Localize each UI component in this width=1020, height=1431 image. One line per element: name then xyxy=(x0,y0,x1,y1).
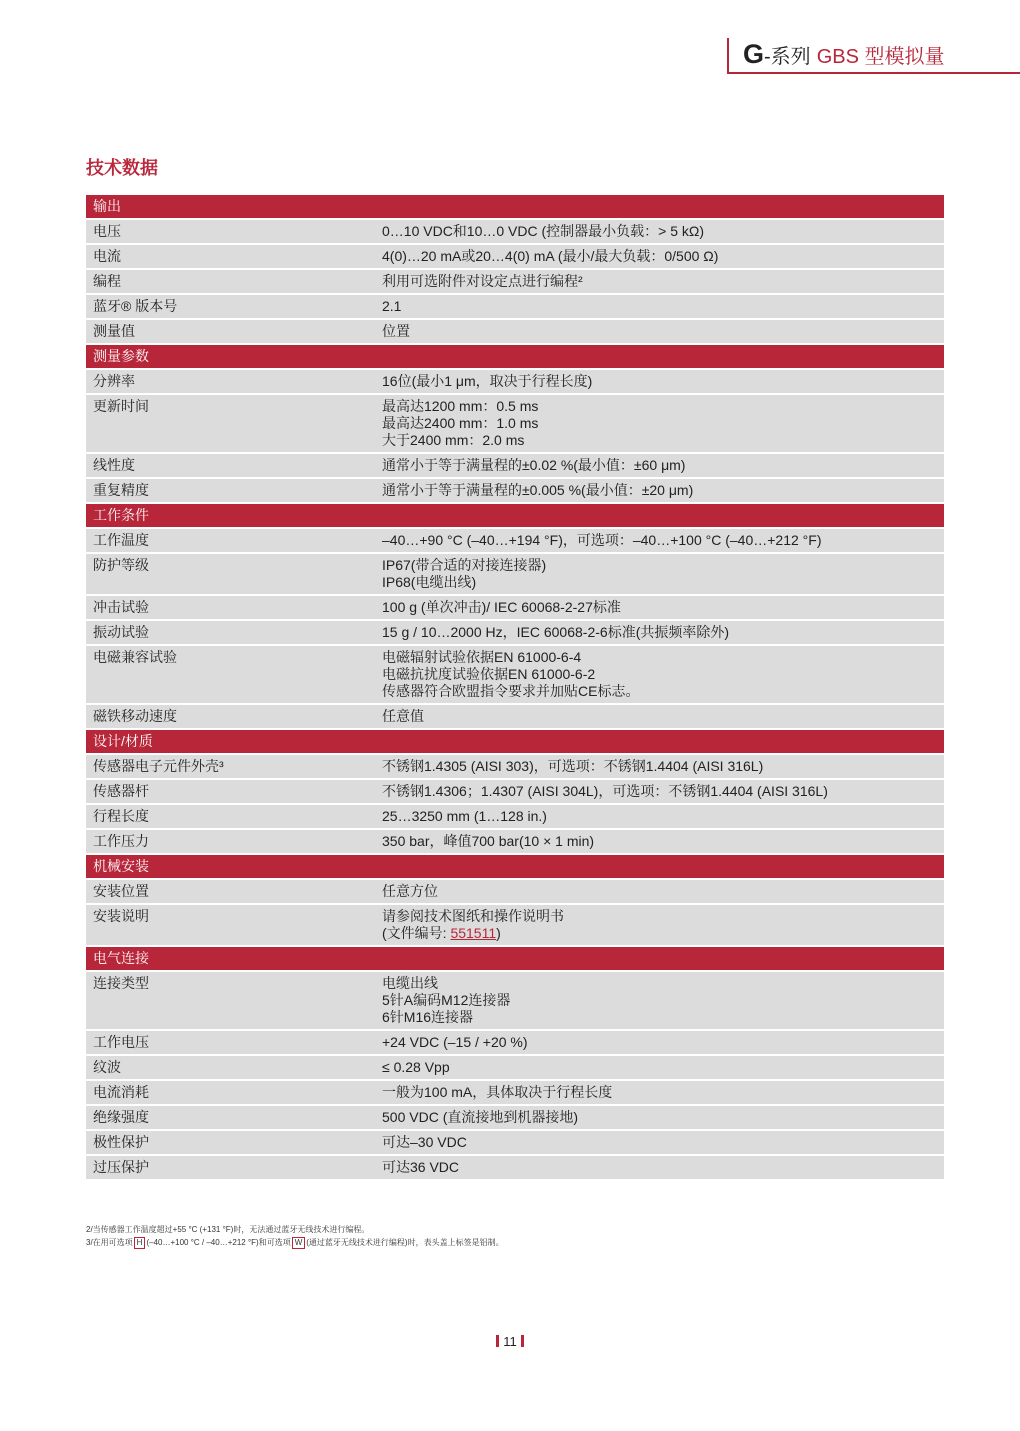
spec-value-line: 通常小于等于满量程的±0.005 %(最小值：±20 μm) xyxy=(382,482,694,498)
spec-value-line: 100 g (单次冲击)/ IEC 60068-2-27标准 xyxy=(382,599,621,615)
footnote-2: 2/当传感器工作温度超过+55 °C (+131 °F)时，无法通过蓝牙无线技术进行编程。 xyxy=(86,1225,370,1234)
spec-row xyxy=(86,1031,944,1054)
spec-value xyxy=(382,705,944,728)
section-header: 电气连接 xyxy=(86,947,944,970)
series-label: -系列 xyxy=(764,46,811,68)
spec-value xyxy=(382,270,944,293)
spec-row xyxy=(86,320,944,343)
spec-value xyxy=(382,395,944,452)
spec-label: 磁铁移动速度 xyxy=(93,708,177,724)
spec-row xyxy=(86,395,944,452)
spec-row xyxy=(86,805,944,828)
spec-value xyxy=(382,1056,944,1079)
spec-row xyxy=(86,529,944,552)
spec-value-line: 电缆出线 xyxy=(382,975,438,991)
spec-value-line: 16位(最小1 μm，取决于行程长度) xyxy=(382,373,593,389)
spec-row xyxy=(86,1056,944,1079)
spec-value-line: 最高达2400 mm：1.0 ms xyxy=(382,415,539,431)
option-w-box: W xyxy=(292,1237,306,1249)
spec-label: 编程 xyxy=(93,273,121,289)
spec-label: 传感器电子元件外壳³ xyxy=(93,758,224,774)
spec-row xyxy=(86,705,944,728)
spec-row xyxy=(86,596,944,619)
spec-value xyxy=(382,755,944,778)
product-label: GBS 型模拟量 xyxy=(816,46,945,68)
spec-row xyxy=(86,780,944,803)
spec-row xyxy=(86,370,944,393)
section-header: 输出 xyxy=(86,195,944,218)
footnote-3-part-c: (通过蓝牙无线技术进行编程)时，表头盖上标签是铝制。 xyxy=(306,1238,504,1247)
spec-value-line: IP67(带合适的对接连接器) xyxy=(382,557,547,573)
spec-row xyxy=(86,295,944,318)
spec-value-line: 0…10 VDC和10…0 VDC (控制器最小负载：> 5 kΩ) xyxy=(382,223,705,239)
spec-label: 绝缘强度 xyxy=(93,1109,149,1125)
spec-value xyxy=(382,245,944,268)
spec-value xyxy=(382,596,944,619)
spec-label: 振动试验 xyxy=(93,624,149,640)
spec-table xyxy=(86,195,944,1181)
spec-value xyxy=(382,220,944,243)
spec-label: 更新时间 xyxy=(93,398,149,414)
spec-label: 过压保护 xyxy=(93,1159,149,1175)
page-bar-left xyxy=(496,1335,499,1347)
spec-value-line: 任意方位 xyxy=(382,883,438,899)
spec-value-line: 电磁辐射试验依据EN 61000-6-4 xyxy=(382,649,582,665)
spec-value xyxy=(382,621,944,644)
spec-value-line: 位置 xyxy=(382,323,410,339)
spec-label: 分辨率 xyxy=(93,373,135,389)
spec-value-line: 可达–30 VDC xyxy=(382,1134,467,1150)
spec-value-line: IP68(电缆出线) xyxy=(382,574,477,590)
footnote-3-part-a: 3/在用可选项 xyxy=(86,1238,133,1247)
spec-row xyxy=(86,830,944,853)
spec-label: 连接类型 xyxy=(93,975,149,991)
spec-value-line: 可达36 VDC xyxy=(382,1159,460,1175)
spec-label: 安装说明 xyxy=(93,908,149,924)
spec-value xyxy=(382,780,944,803)
spec-value xyxy=(382,972,944,1029)
spec-row xyxy=(86,755,944,778)
brand-letter: G xyxy=(743,39,765,69)
document-reference xyxy=(382,925,944,942)
spec-value xyxy=(382,295,944,318)
spec-value-line: 5针A编码M12连接器 xyxy=(382,992,511,1008)
spec-label: 安装位置 xyxy=(93,883,149,899)
spec-label: 纹波 xyxy=(93,1059,121,1075)
spec-row xyxy=(86,880,944,903)
spec-label: 工作电压 xyxy=(93,1034,149,1050)
spec-value xyxy=(382,320,944,343)
spec-value-line: +24 VDC (–15 / +20 %) xyxy=(382,1034,528,1050)
page-number-text: 11 xyxy=(503,1334,517,1349)
spec-row xyxy=(86,972,944,1029)
spec-row xyxy=(86,220,944,243)
spec-label: 蓝牙® 版本号 xyxy=(93,298,178,314)
spec-label: 极性保护 xyxy=(93,1134,149,1150)
spec-value-line: 2.1 xyxy=(382,298,402,314)
spec-row xyxy=(86,1131,944,1154)
spec-value-line: 6针M16连接器 xyxy=(382,1009,474,1025)
header-brand xyxy=(727,38,1020,74)
page-title: 技术数据 xyxy=(86,158,158,178)
doc-prefix: (文件编号: xyxy=(382,925,451,941)
spec-value-line: 25…3250 mm (1…128 in.) xyxy=(382,808,547,824)
spec-row xyxy=(86,1106,944,1129)
spec-value xyxy=(382,554,944,594)
spec-label: 防护等级 xyxy=(93,557,149,573)
spec-label: 传感器杆 xyxy=(93,783,149,799)
spec-value-line: ≤ 0.28 Vpp xyxy=(382,1059,450,1075)
footnote-3 xyxy=(86,1236,504,1249)
section-header: 机械安装 xyxy=(86,855,944,878)
spec-row xyxy=(86,1081,944,1104)
section-header: 设计/材质 xyxy=(86,730,944,753)
spec-value-line: 电磁抗扰度试验依据EN 61000-6-2 xyxy=(382,666,596,682)
spec-label: 电流消耗 xyxy=(93,1084,149,1100)
doc-suffix: ) xyxy=(496,925,501,941)
spec-value-line: 通常小于等于满量程的±0.02 %(最小值：±60 μm) xyxy=(382,457,686,473)
spec-label: 电流 xyxy=(93,248,121,264)
page-number xyxy=(0,1334,1020,1349)
spec-label: 行程长度 xyxy=(93,808,149,824)
page-bar-right xyxy=(521,1335,524,1347)
spec-value-line: 350 bar，峰值700 bar(10 × 1 min) xyxy=(382,833,595,849)
spec-label: 电磁兼容试验 xyxy=(93,649,177,665)
spec-value xyxy=(382,1081,944,1104)
spec-row xyxy=(86,554,944,594)
spec-value xyxy=(382,1131,944,1154)
spec-value-line: 最高达1200 mm：0.5 ms xyxy=(382,398,539,414)
spec-value xyxy=(382,1156,944,1179)
spec-row xyxy=(86,245,944,268)
footnote-3-part-b: (–40…+100 °C / –40…+212 °F)和可选项 xyxy=(146,1238,291,1247)
spec-row xyxy=(86,1156,944,1179)
spec-row xyxy=(86,270,944,293)
spec-label: 冲击试验 xyxy=(93,599,149,615)
spec-value-line: 4(0)…20 mA或20…4(0) mA (最小/最大负载：0/500 Ω) xyxy=(382,248,719,264)
spec-label: 工作温度 xyxy=(93,532,149,548)
document-number-link[interactable]: 551511 xyxy=(450,925,497,941)
spec-value-line: 任意值 xyxy=(382,708,424,724)
spec-value xyxy=(382,479,944,502)
section-header: 工作条件 xyxy=(86,504,944,527)
option-h-box: H xyxy=(134,1237,146,1249)
spec-label: 重复精度 xyxy=(93,482,149,498)
spec-value xyxy=(382,830,944,853)
spec-value-line: 500 VDC (直流接地到机器接地) xyxy=(382,1109,579,1125)
spec-value-line: 不锈钢1.4305 (AISI 303)，可选项：不锈钢1.4404 (AISI 316L) xyxy=(382,758,764,774)
spec-label: 工作压力 xyxy=(93,833,149,849)
spec-value-line: 大于2400 mm：2.0 ms xyxy=(382,432,525,448)
spec-value-line: –40…+90 °C (–40…+194 °F)，可选项：–40…+100 °C (–40…+212 °F) xyxy=(382,532,822,548)
spec-value xyxy=(382,646,944,703)
spec-row xyxy=(86,905,944,945)
spec-row xyxy=(86,621,944,644)
spec-value-line: 一般为100 mA，具体取决于行程长度 xyxy=(382,1084,613,1100)
spec-row xyxy=(86,454,944,477)
spec-value xyxy=(382,1031,944,1054)
spec-value-line: 15 g / 10…2000 Hz，IEC 60068-2-6标准(共振频率除外) xyxy=(382,624,730,640)
spec-value xyxy=(382,529,944,552)
spec-value-line: 请参阅技术图纸和操作说明书 xyxy=(382,908,564,924)
spec-label: 测量值 xyxy=(93,323,135,339)
spec-row xyxy=(86,646,944,703)
section-header: 测量参数 xyxy=(86,345,944,368)
spec-value xyxy=(382,905,944,945)
spec-value xyxy=(382,454,944,477)
spec-value-line: 不锈钢1.4306；1.4307 (AISI 304L)，可选项：不锈钢1.4404 (AISI 316L) xyxy=(382,783,828,799)
spec-label: 线性度 xyxy=(93,457,135,473)
spec-label: 电压 xyxy=(93,223,121,239)
footnotes xyxy=(86,1223,504,1249)
spec-value-line: 传感器符合欧盟指令要求并加贴CE标志。 xyxy=(382,683,640,699)
spec-value xyxy=(382,805,944,828)
spec-value xyxy=(382,370,944,393)
spec-value xyxy=(382,880,944,903)
spec-value xyxy=(382,1106,944,1129)
spec-value-line: 利用可选附件对设定点进行编程² xyxy=(382,273,583,289)
spec-row xyxy=(86,479,944,502)
